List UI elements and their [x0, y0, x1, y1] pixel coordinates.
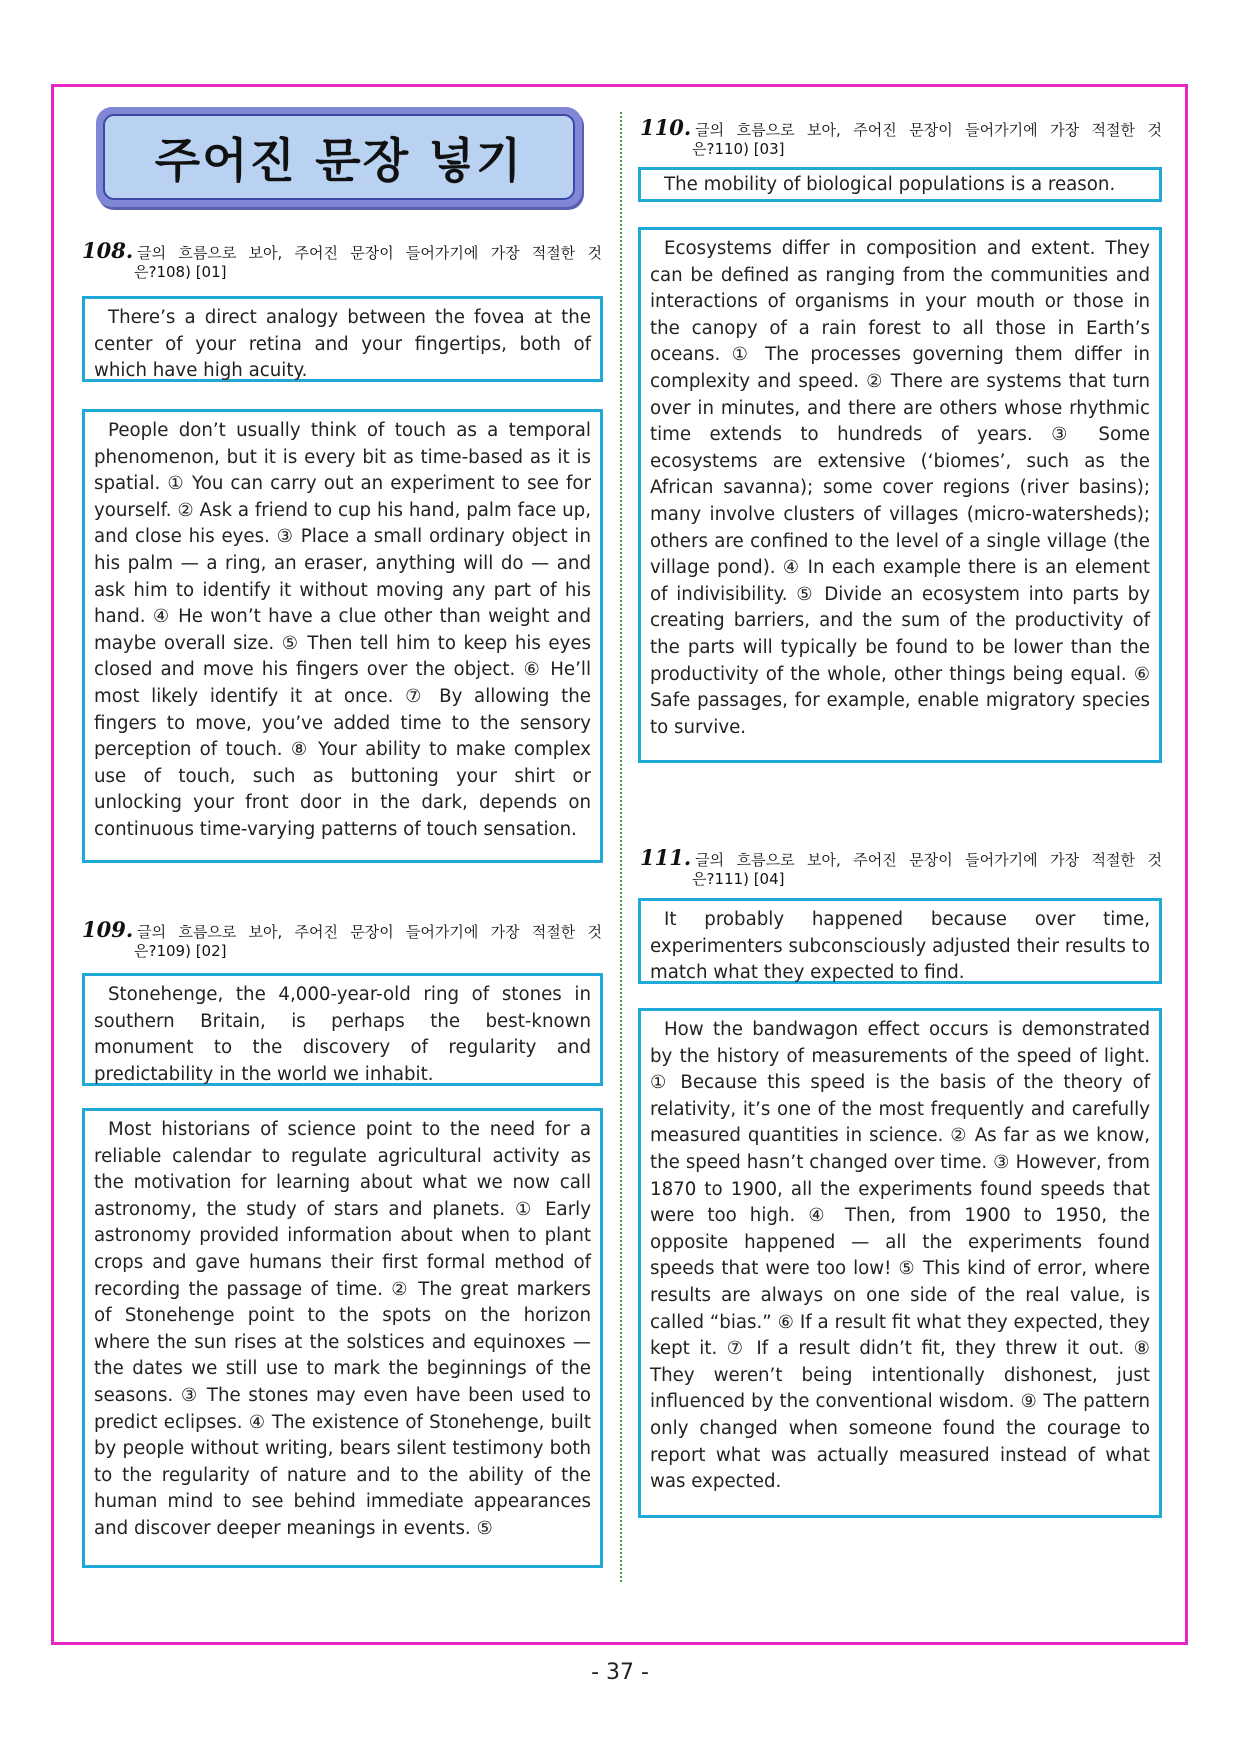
question-prompt-cont: 은?110) [03] — [692, 140, 785, 158]
given-sentence: The mobility of biological populations is a reason. — [664, 174, 1116, 195]
column-divider — [620, 112, 622, 1582]
given-sentence-box — [82, 973, 603, 1086]
passage-box — [82, 409, 603, 863]
passage-box — [638, 1008, 1162, 1518]
passage-text: People don’t usually think of touch as a temporal phenomenon, but it is every bit as time-based as it is spatial. ① You can carry out an experiment to see for yourself. ② Ask a friend to cup his hand, palm face up, and close his eyes. ③ Place a small ordinary object in his palm — a ring, an eraser, anything will do — and ask him to identify it without moving any part of his hand. ④ He won’t have a clue other than weight and maybe overall size. ⑤ Then tell him to keep his eyes closed and move his fingers over the object. ⑥ He’ll most likely identify it at once. ⑦ By allowing the fingers to move, you’ve added time to the sensory perception of touch. ⑧ Your ability to make complex use of touch, such as buttoning your shirt or unlocking your front door in the dark, depends on continuous time-varying patterns of touch sensation. — [94, 420, 591, 840]
passage-box — [638, 227, 1162, 763]
question-prompt: 글의 흐름으로 보아, 주어진 문장이 들어가기에 가장 적절한 것 — [137, 923, 602, 941]
question-prompt: 글의 흐름으로 보아, 주어진 문장이 들어가기에 가장 적절한 것 — [137, 244, 602, 262]
given-sentence-box — [638, 898, 1162, 984]
question-prompt-cont: 은?111) [04] — [692, 870, 785, 888]
given-sentence: Stonehenge, the 4,000-year-old ring of stones in southern Britain, is perhaps the best-known monument to the discovery of regularity and predictability in the world we inhabit. — [94, 984, 591, 1085]
given-sentence-box — [82, 296, 603, 382]
question-prompt: 글의 흐름으로 보아, 주어진 문장이 들어가기에 가장 적절한 것 — [695, 121, 1162, 139]
passage-box — [82, 1108, 603, 1568]
question-number: 109. — [82, 917, 134, 942]
page-number: - 37 - — [591, 1660, 649, 1685]
given-sentence: There’s a direct analogy between the fovea at the center of your retina and your fingertips, both of which have high acuity. — [94, 307, 591, 382]
question-prompt-cont: 은?108) [01] — [134, 263, 227, 281]
section-banner — [96, 107, 582, 207]
given-sentence-box — [638, 167, 1162, 202]
question-111-header — [640, 845, 1162, 889]
question-109-header — [82, 917, 602, 961]
question-prompt-cont: 은?109) [02] — [134, 942, 227, 960]
passage-text: How the bandwagon effect occurs is demonstrated by the history of measurements of the speed of light. ① Because this speed is the basis of the theory of relativity, it’s one of the most frequently and carefully measured quantities in science. ② As far as we know, the speed hasn’t changed over time. ③ However, from 1870 to 1900, all the experiments found speeds that were too high. ④ Then, from 1900 to 1950, the opposite happened — all the experiments found speeds that were too low! ⑤ This kind of error, where results are always on one side of the real value, is called “bias.” ⑥ If a result fit what they expected, they kept it. ⑦ If a result didn’t fit, they threw it out. ⑧ They weren’t being intentionally dishonest, just influenced by the conventional wisdom. ⑨ The pattern only changed when someone found the courage to report what was actually measured instead of what was expected. — [650, 1019, 1150, 1493]
question-108-header — [82, 238, 602, 282]
question-number: 108. — [82, 238, 134, 263]
section-title: 주어진 문장 넣기 — [103, 114, 575, 200]
question-prompt: 글의 흐름으로 보아, 주어진 문장이 들어가기에 가장 적절한 것 — [695, 851, 1162, 869]
question-number: 110. — [640, 115, 692, 140]
given-sentence: It probably happened because over time, experimenters subconsciously adjusted their results to match what they expected to find. — [650, 909, 1150, 984]
question-number: 111. — [640, 845, 692, 870]
passage-text: Ecosystems differ in composition and extent. They can be defined as ranging from the communities and interactions of organisms in your mouth or those in the canopy of a rain forest to all those in Earth’s oceans. ① The processes governing them differ in complexity and speed. ② There are systems that turn over in minutes, and there are others whose rhythmic time extends to hundreds of years. ③ Some ecosystems are extensive (‘biomes’, such as the African savanna); some cover regions (river basins); many involve clusters of villages (micro-watersheds); others are confined to the level of a single village (the village pond). ④ In each example there is an element of indivisibility. ⑤ Divide an ecosystem into parts by creating barriers, and the sum of the productivity of the parts will typically be found to be lower than the productivity of the whole, other things being equal. ⑥ Safe passages, for example, enable migratory species to survive. — [650, 238, 1150, 738]
question-110-header — [640, 115, 1162, 159]
passage-text: Most historians of science point to the need for a reliable calendar to regulate agricultural activity as the motivation for learning about what we now call astronomy, the study of stars and planets. ① Early astronomy provided information about when to plant crops and gave humans their first formal method of recording the passage of time. ② The great markers of Stonehenge point to the spots on the horizon where the sun rises at the solstices and equinoxes — the dates we still use to mark the beginnings of the seasons. ③ The stones may even have been used to predict eclipses. ④ The existence of Stonehenge, built by people without writing, bears silent testimony both to the regularity of nature and to the ability of the human mind to see behind immediate appearances and discover deeper meanings in events. ⑤ — [94, 1119, 591, 1539]
